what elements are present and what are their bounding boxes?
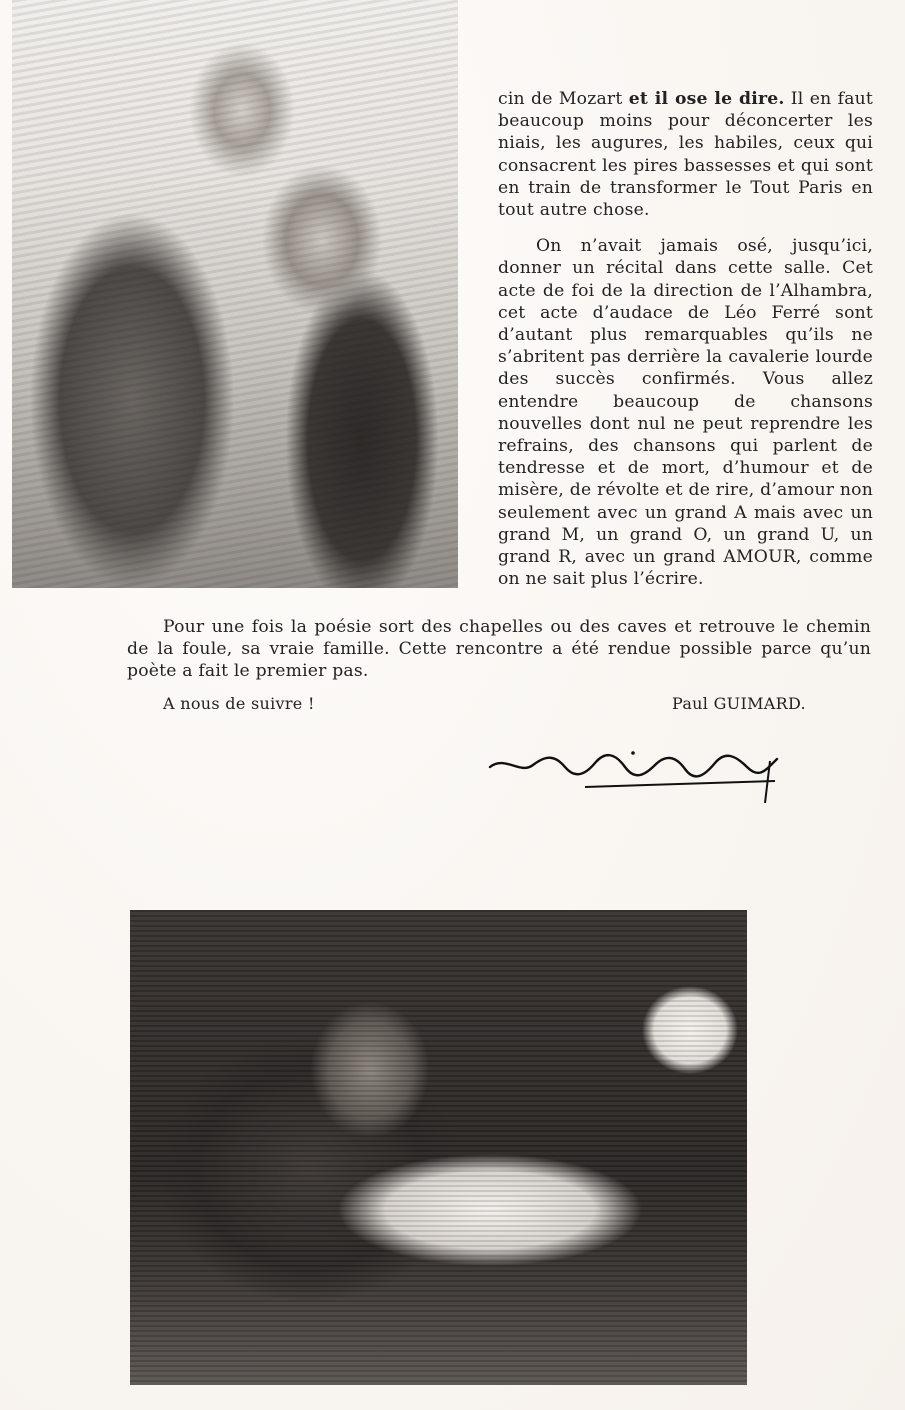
wide-paragraph: Pour une fois la poésie sort des chapelles ou des caves et retrouve le chemin de la foule, sa vraie famille. Cette rencontre a été rendue possible parce qu’un poète a fait le premier pas. bbox=[127, 617, 871, 682]
paragraph-2: On n’avait jamais osé, jusqu’ici, donner un récital dans cette salle. Cet acte de foi de la direction de l’Alhambra, cet acte d’audace de Léo Ferré sont d’autant plus remarquables qu’ils ne s’abritent pas derrière la cavalerie lourde des succès confirmés. Vous allez entendre beaucoup de chansons nouvelles dont nul ne peut reprendre les refrains, des chansons qui parlent de tendresse et de mort, d’humour et de misère, de révolte et de rire, d’amour non seulement avec un grand A mais avec un grand M, un grand O, un grand U, un grand R, avec un grand AMOUR, comme on ne sait plus l’écrire. bbox=[498, 236, 873, 590]
p1-text-a: cin de Mozart bbox=[498, 89, 629, 109]
p1-text-b: Il en faut beaucoup moins pour déconcerter les niais, les augures, les habiles, ceux qui consacrent les pires bassesses et qui sont en train de transformer le Tout Paris en tout autre chose. bbox=[498, 89, 874, 221]
couple-photo bbox=[12, 0, 458, 588]
closing-line: A nous de suivre ! bbox=[163, 694, 315, 713]
paragraph-1 bbox=[498, 88, 873, 221]
handwritten-signature bbox=[485, 745, 785, 805]
desk-writing-photo bbox=[130, 910, 747, 1385]
p1-bold-text: et il ose le dire. bbox=[628, 89, 785, 109]
author-name: Paul GUIMARD. bbox=[672, 694, 806, 713]
right-column-text bbox=[498, 88, 873, 590]
